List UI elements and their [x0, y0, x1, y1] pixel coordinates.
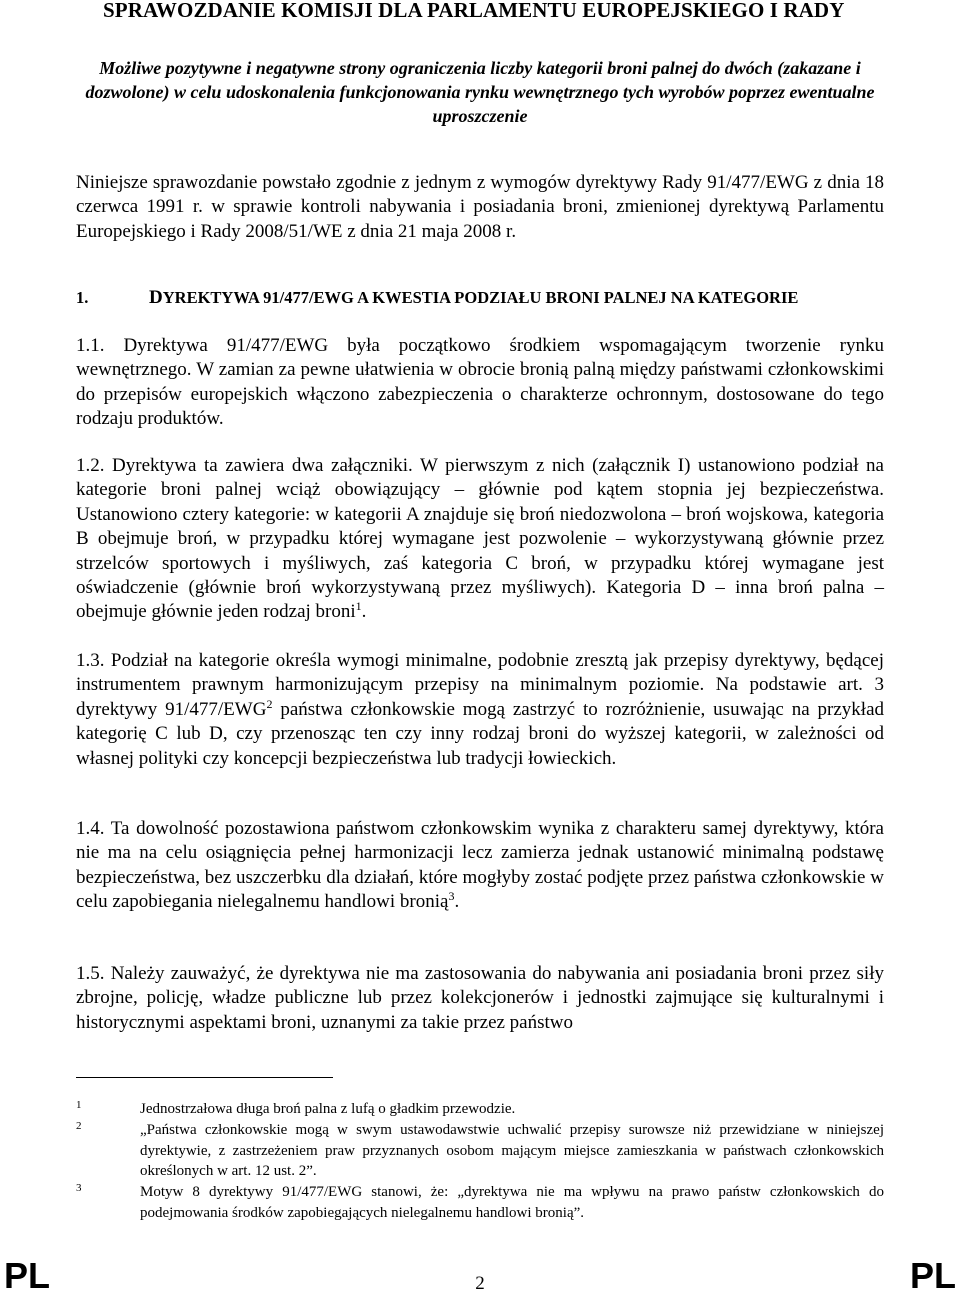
- paragraph-1-4: [76, 817, 884, 915]
- footnote-separator: [76, 1077, 333, 1078]
- footnote-number: 3: [76, 1182, 82, 1194]
- paragraph-1-3-text-b: państwa członkowskie mogą zastrzyć to rozróżnienie, usuwając na przykład kategorię C lub D, czy przenosząc ten czy inny rodzaj broni do wyższej kategorii, w zależności od własnej polityki czy koncepcji bezpieczeństwa lub tradycji łowieckich.: [76, 698, 885, 769]
- footnote-ref-2: 2: [266, 696, 273, 711]
- footnote-text: Jednostrzałowa długa broń palna z lufą o gładkim przewodzie.: [140, 1101, 516, 1117]
- footnote-number: 1: [76, 1099, 82, 1111]
- footnote-text: „Państwa członkowskie mogą w swym ustawodawstwie uchwalić przepisy surowsze niż przewidziane w niniejszej dyrektywie, z zastrzeżeniem praw przyznanych osobom mającym miejsce zamieszkania w państwach członkowskich określonych w art. 12 ust. 2”.: [140, 1122, 884, 1179]
- paragraph-1-5: 1.5. Należy zauważyć, że dyrektywa nie ma zastosowania do nabywania ani posiadania broni przez siły zbrojne, policję, władze publiczne lub przez kolekcjonerów i jednostki zajmujące się kulturalnymi i historycznymi aspektami broni, uznanymi za takie przez państwo: [76, 963, 884, 1033]
- paragraph-1-2: [76, 454, 884, 625]
- paragraph-1-1: 1.1. Dyrektywa 91/477/EWG była początkowo środkiem wspomagającym tworzenie rynku wewnętrznego. W zamian za pewne ułatwienia w obrocie bronią palną między państwami członkowskimi do przepisów europejskich włączono zabezpieczenia o charakterze ochronnym, dostosowane do tego rodzaju produktów.: [76, 335, 884, 430]
- footnote-1: [76, 1099, 884, 1120]
- footnote-ref-3: 3: [448, 889, 455, 904]
- paragraph-1-2-end: .: [361, 601, 367, 623]
- language-code-left: PL: [4, 1255, 51, 1296]
- document-subtitle: Możliwe pozytywne i negatywne strony ograniczenia liczby kategorii broni palnej do dwóch (zakazane i dozwolone) w celu udoskonalenia funkcjonowania rynku wewnętrznego tych wyrobów poprzez ewentualne uproszczenie: [85, 58, 875, 126]
- paragraph-1-3-text-a: 1.3. Podział na kategorie określa wymogi minimalne, podobnie zresztą jak przepisy dyrektywy, będącej instrumentem prawnym harmonizującym przepisy na minimalnym poziomie. Na podstawie art. 3 dyrektywy 91/477/EWG: [76, 650, 884, 720]
- footnote-ref-1: 1: [355, 599, 362, 614]
- section-heading: [76, 287, 798, 309]
- intro-paragraph: Niniejsze sprawozdanie powstało zgodnie z jednym z wymogów dyrektywy Rady 91/477/EWG z dnia 18 czerwca 1991 r. w sprawie kontroli nabywania i posiadania broni, zmienionej dyrektywą Parlamentu Europejskiego i Rady 2008/51/WE z dnia 21 maja 2008 r.: [76, 172, 884, 242]
- section-title: YREKTYWA 91/477/EWG A KWESTIA PODZIAŁU BRONI PALNEJ NA KATEGORIE: [162, 288, 799, 307]
- paragraph-1-4-end: .: [454, 891, 460, 913]
- paragraph-1-2-text: 1.2. Dyrektywa ta zawiera dwa załączniki. W pierwszym z nich (załącznik I) ustanowiono podział na kategorie broni palnej wciąż obowiązujący – głównie pod kątem stopnia jej bezpieczeństwa. Ustanowiono cztery kategorie: w kategorii A znajduje się broń niedozwolona – broń wojskowa, kategoria B obejmuje broń, w przypadku której wymagane jest pozwolenie – wykorzystywaną głównie przez strzelców sportowych i myśliwych, zaś kategoria C broń, w przypadku której wymagane jest oświadczenie (głównie broń wykorzystywaną przez myśliwych). Kategoria D – inna broń palna – obejmuje głównie jeden rodzaj broni: [76, 455, 884, 623]
- paragraph-1-4-text: 1.4. Ta dowolność pozostawiona państwom członkowskim wynika z charakteru samej dyrektywy, która nie ma na celu osiągnięcia pełnej harmonizacji lecz zamierza jednak ustanowić minimalną podstawę bezpieczeństwa, bez uszczerbku dla działań, które mogłyby zostać podjęte przez państwa członkowskie w celu zapobiegania nielegalnemu handlowi bronią: [76, 818, 884, 913]
- document-title: SPRAWOZDANIE KOMISJI DLA PARLAMENTU EUROPEJSKIEGO I RADY: [103, 0, 845, 22]
- page-number: 2: [475, 1273, 485, 1294]
- footnote-2: [76, 1120, 884, 1182]
- paragraph-1-3: [76, 649, 884, 771]
- footnote-number: 2: [76, 1120, 82, 1132]
- section-title-initial: D: [149, 287, 163, 308]
- footnote-text: Motyw 8 dyrektywy 91/477/EWG stanowi, że: „dyrektywa nie ma wpływu na prawo państw członkowskich do podejmowania środków zapobiegających nielegalnemu handlowi bronią”.: [140, 1184, 884, 1221]
- footnote-3: [76, 1182, 884, 1223]
- language-code-right: PL: [909, 1255, 956, 1296]
- section-number: 1.: [76, 288, 89, 307]
